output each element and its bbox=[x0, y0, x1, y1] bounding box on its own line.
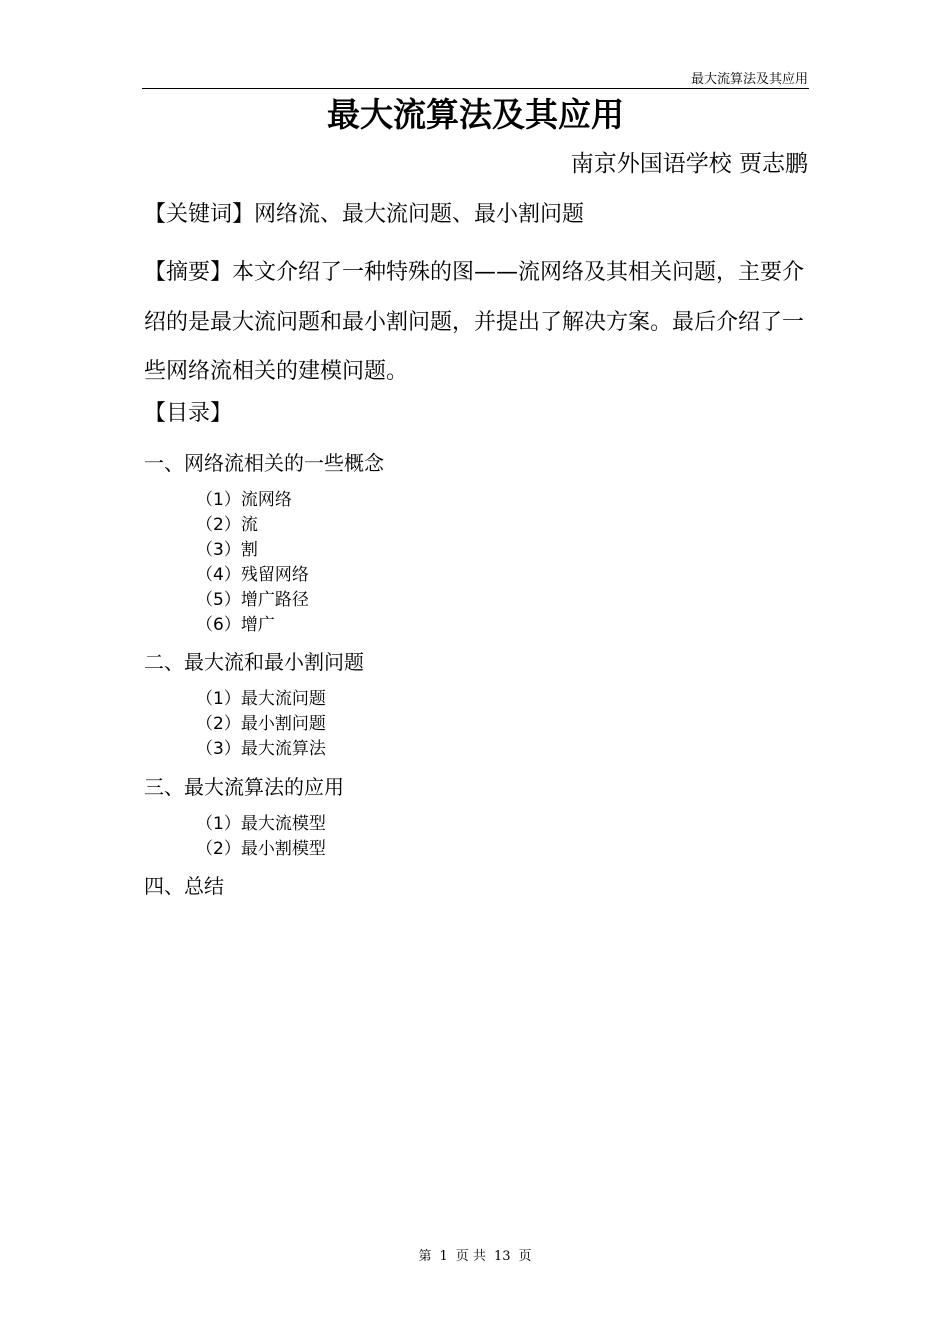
toc-item: （6）增广 bbox=[196, 615, 275, 635]
header-rule bbox=[142, 88, 809, 89]
total-pages: 13 bbox=[493, 1249, 511, 1264]
footer-suffix: 页 bbox=[518, 1249, 532, 1264]
toc-section-2: 二、最大流和最小割问题 bbox=[144, 650, 364, 674]
toc-heading: 【目录】 bbox=[144, 401, 233, 426]
toc-item: （1）最大流问题 bbox=[196, 689, 326, 709]
running-header: 最大流算法及其应用 bbox=[690, 72, 808, 87]
abstract: 【摘要】本文介绍了一种特殊的图——流网络及其相关问题，主要介绍的是最大流问题和最小割问题，并提出了解决方案。最后介绍了一些网络流相关的建模问题。 bbox=[144, 260, 805, 384]
toc-section-4: 四、总结 bbox=[144, 874, 224, 898]
toc-item: （5）增广路径 bbox=[196, 590, 309, 610]
document-title: 最大流算法及其应用 bbox=[327, 95, 624, 134]
toc-section-3: 三、最大流算法的应用 bbox=[144, 775, 344, 799]
toc-item: （3）最大流算法 bbox=[196, 739, 326, 759]
page-number: 1 bbox=[439, 1249, 448, 1264]
footer-mid: 页 共 bbox=[455, 1249, 486, 1264]
toc-item: （1）流网络 bbox=[196, 490, 292, 510]
toc-section-1: 一、网络流相关的一些概念 bbox=[144, 451, 384, 475]
toc-item: （4）残留网络 bbox=[196, 565, 309, 585]
author-line: 南京外国语学校 贾志鹏 bbox=[570, 151, 808, 177]
toc-item: （1）最大流模型 bbox=[196, 814, 326, 834]
page-footer bbox=[0, 1245, 950, 1264]
toc-item: （2）最小割问题 bbox=[196, 714, 326, 734]
toc-item: （3）割 bbox=[196, 540, 258, 560]
toc-item: （2）最小割模型 bbox=[196, 839, 326, 859]
keywords: 【关键词】网络流、最大流问题、最小割问题 bbox=[144, 202, 585, 227]
footer-prefix: 第 bbox=[418, 1249, 432, 1264]
toc-item: （2）流 bbox=[196, 515, 258, 535]
